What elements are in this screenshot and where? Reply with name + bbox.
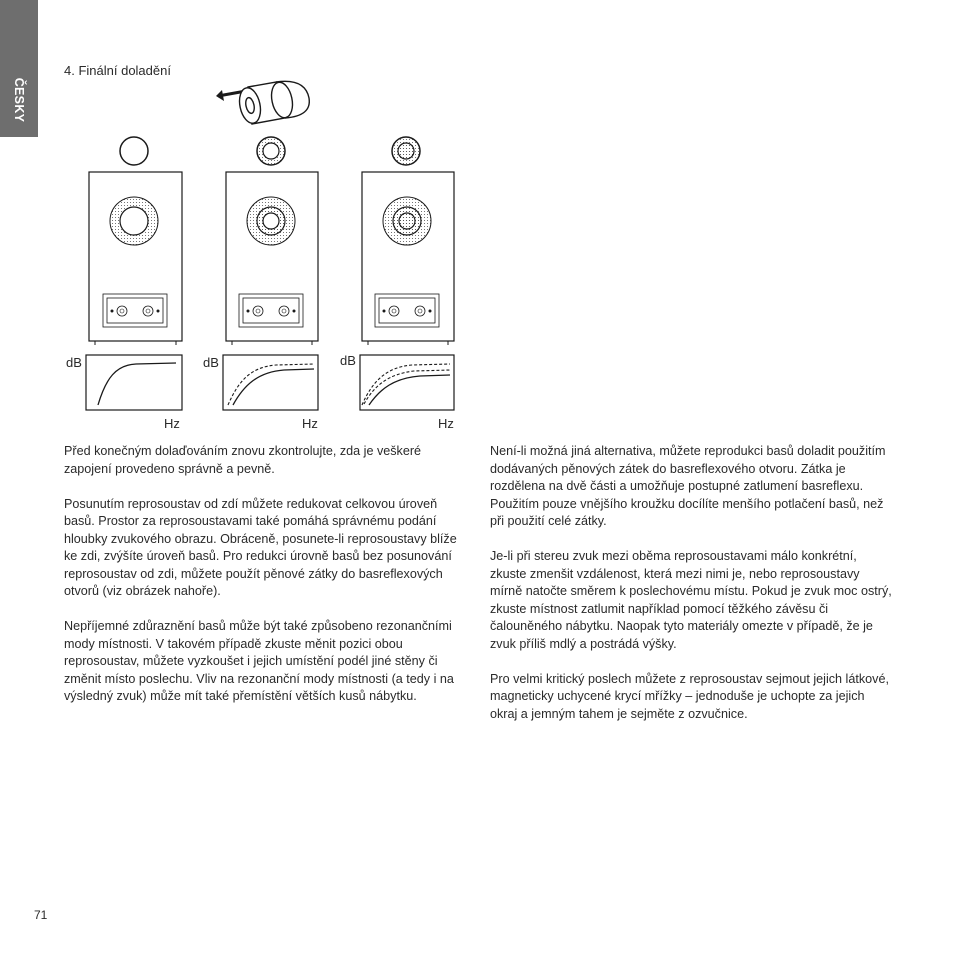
speaker-rear-ring-plug	[226, 172, 318, 345]
graph-hz-label: Hz	[164, 416, 180, 431]
paragraph: Nepříjemné zdůraznění basů může být také způsobeno rezonančními mody místnosti. V takovém případě zkuste měnit pozici obou reprosoustav, můžete vyzkoušet i jejich umístění podél jiné stěny či změnit místo poslechu. Vliv na rezonanční mody místnosti (a tedy i na výsledný zvuk) může mít také přemístění větších kusů nábytku.	[64, 619, 454, 703]
open-port-icon	[120, 137, 148, 165]
speaker-port-plug-illustration	[0, 0, 954, 440]
left-text-column	[64, 443, 464, 723]
speaker-rear-full-plug	[362, 172, 454, 345]
full-plug-port-icon	[392, 137, 420, 165]
section-title: 4. Finální doladění	[64, 63, 171, 78]
ring-plug-port-icon	[257, 137, 285, 165]
foam-plug-icon	[216, 80, 309, 125]
graph-db-label: dB	[66, 355, 82, 370]
right-text-column	[490, 443, 895, 741]
paragraph: Pro velmi kritický poslech můžete z reprosoustav sejmout jejich látkové, magneticky uchycené krycí mřížky – jednoduše je uchopte za jejich okraj a jemným tahem je sejměte z ozvučnice.	[490, 671, 889, 721]
speaker-rear-open-port	[89, 172, 182, 345]
paragraph: Je-li při stereu zvuk mezi oběma reprosoustavami málo konkrétní, zkuste zmenšit vzdálenost, která mezi nimi je, nebo reprosoustavy mírně natočte směrem k poslechovému místu. Pokud je zvuk moc ostrý, zkuste místnost zatlumit například pomocí těžkého závěsu či čalouněného nábytku. Naopak tyto materiály omezte v případě, že je zvuk příliš mdlý a postrádá výšky.	[490, 549, 892, 651]
paragraph: Není-li možná jiná alternativa, můžete reprodukci basů doladit použitím dodávaných pěnových zátek do basreflexového otvoru. Zátka je rozdělena na dvě části a umožňuje postupné zatlumení basreflexu. Použitím pouze vnějšího kroužku docílíte menšího potlačení basů, než při použití celé zátky.	[490, 444, 886, 528]
graph-hz-label: Hz	[438, 416, 454, 431]
graph-db-label: dB	[203, 355, 219, 370]
response-graph-2	[203, 355, 318, 431]
paragraph: Posunutím reprosoustav od zdí můžete redukovat celkovou úroveň basů. Prostor za reprosoustavami také pomáhá správnému podání hloubky zvukového obrazu. Obráceně, posunete-li reprosoustavy blíže ke zdi, zvýšíte úroveň basů. Pro redukci úrovně basů bez posunování reprosoustav od zdi, můžete použít pěnové zátky do basreflexových otvorů (viz obrázek nahoře).	[64, 496, 457, 598]
page-number: 71	[34, 908, 48, 922]
response-graph-3	[340, 353, 454, 431]
graph-db-label: dB	[340, 353, 356, 368]
response-graph-1	[66, 355, 182, 431]
paragraph: Před konečným dolaďováním znovu zkontrolujte, zda je veškeré zapojení provedeno správně a pevně.	[64, 444, 422, 476]
graph-hz-label: Hz	[302, 416, 318, 431]
language-label: ČESKY	[12, 77, 26, 123]
